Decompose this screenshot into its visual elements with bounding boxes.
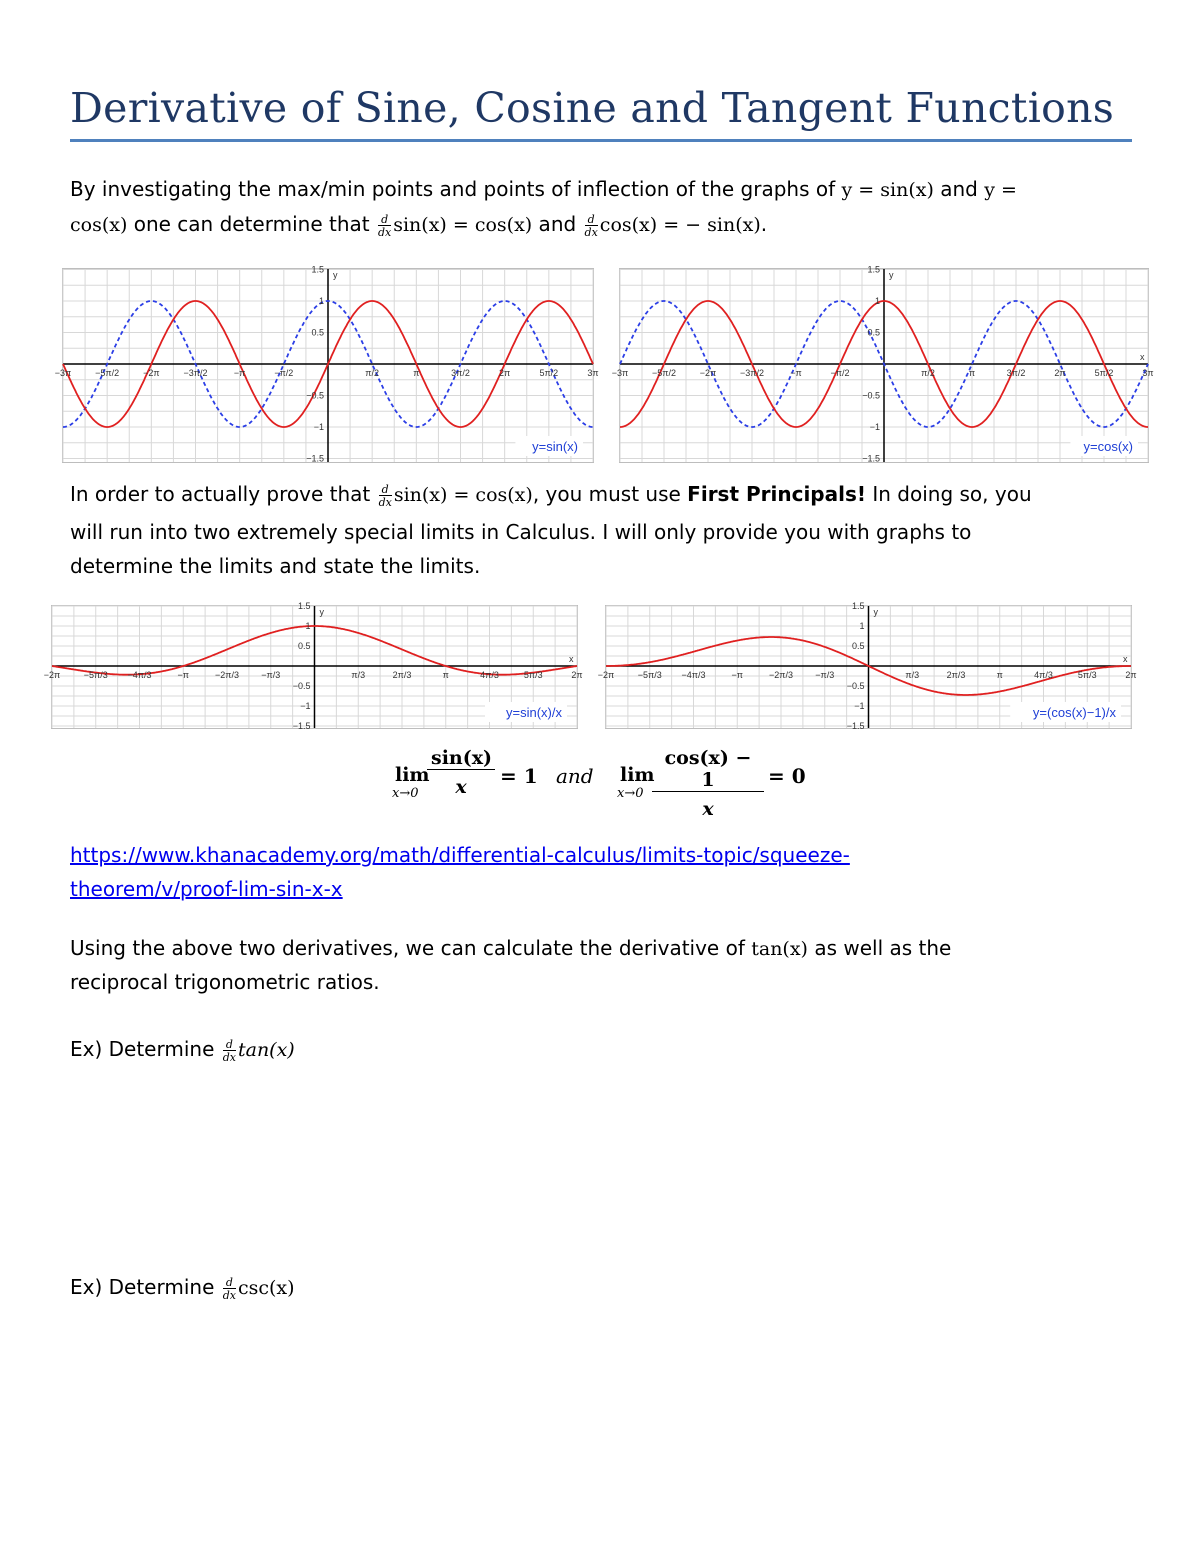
and-word: and — [556, 764, 594, 788]
intro-text-2: and — [933, 177, 985, 201]
graph-cosx-minus-1-over-x — [597, 601, 1137, 731]
example-csc-fn: csc(x) — [237, 1277, 295, 1299]
x-tick-label: 3π/2 — [451, 368, 470, 378]
d-dx-fraction: $\frac{d}{dx}$ — [378, 482, 392, 509]
x-tick-label: π — [968, 368, 976, 378]
x-tick-label: −2π — [143, 368, 160, 378]
y-tick-label: −0.5 — [292, 681, 311, 691]
eq-y-sin: y = sin(x) — [841, 179, 934, 201]
x-tick-label: 4π/3 — [480, 670, 499, 680]
tan-fn: tan(x) — [751, 938, 808, 960]
x-tick-label: −2π — [699, 368, 717, 378]
d-dx-fraction: $\frac{d}{dx}$ — [584, 212, 598, 239]
x-tick-label: −5π/2 — [95, 368, 120, 378]
y-tick-label: 1 — [305, 621, 311, 631]
x-tick-label: −2π/3 — [215, 670, 239, 680]
graph-cos-svg — [611, 264, 1154, 464]
y-tick-label: −1.5 — [306, 453, 324, 464]
x-tick-label: π/2 — [921, 368, 935, 378]
d-dx-fraction: $\frac{d}{dx}$ — [222, 1037, 236, 1064]
x-tick-label: π/3 — [905, 670, 920, 680]
x-tick-label: 2π/3 — [946, 670, 966, 680]
x-axis-label: x — [1140, 352, 1145, 362]
graph-label: y=sin(x)/x — [506, 705, 562, 720]
lim-2: lim — [620, 764, 655, 786]
proof-line-3: determine the limits and state the limits. — [70, 554, 481, 578]
y-tick-label: 0.5 — [851, 641, 865, 651]
intro-line-2: cos(x) one can determine that $\frac{d}{dx}$ sin(x) = cos(x) and $\frac{d}{dx}$ cos(x) = − sin(x). — [70, 212, 768, 239]
graph-label: y=cos(x) — [1083, 439, 1133, 454]
x-tick-label: −4π/3 — [681, 670, 706, 680]
x-tick-label: −π — [233, 368, 246, 378]
using-line-2: reciprocal trigonometric ratios. — [70, 970, 380, 994]
lim-1: lim — [395, 764, 430, 786]
lim-2-subscript: x→0 — [617, 786, 644, 801]
first-principals-emphasis: First Principals! — [687, 482, 866, 506]
x-axis-label: x — [569, 654, 574, 664]
y-tick-label: −1.5 — [292, 721, 311, 731]
x-tick-label: 2π — [1125, 670, 1137, 680]
y-tick-label: −0.5 — [306, 390, 324, 401]
eq-y-cos-start: y = — [984, 179, 1017, 201]
graph-cos — [611, 264, 1154, 464]
d-dx-fraction: $\frac{d}{dx}$ — [377, 212, 392, 239]
example-csc: Ex) Determine $\frac{d}{dx}$ csc(x) — [70, 1275, 295, 1302]
x-tick-label: 3π — [1142, 368, 1154, 378]
y-tick-label: −1 — [854, 701, 865, 711]
intro-text-3: one can determine that — [127, 212, 376, 236]
y-tick-label: 1.5 — [867, 264, 880, 275]
y-tick-label: −0.5 — [862, 390, 880, 401]
x-tick-label: −4π/3 — [127, 670, 152, 680]
y-tick-label: 0.5 — [297, 641, 311, 651]
x-tick-label: 2π/3 — [392, 670, 412, 680]
using-line-1: Using the above two derivatives, we can calculate the derivative of tan(x) as well as the — [70, 936, 952, 960]
graph-sin — [54, 264, 599, 464]
x-tick-label: 2π — [499, 368, 511, 378]
x-tick-label: 5π/3 — [1077, 670, 1097, 680]
deriv-cos-eq: cos(x) = − sin(x) — [599, 214, 761, 236]
x-tick-label: −π — [731, 670, 743, 680]
y-tick-label: 1 — [874, 296, 880, 306]
graph-label: y=(cos(x)−1)/x — [1032, 705, 1116, 720]
graph-sinx-over-x-svg — [43, 601, 583, 731]
limit-fraction-1: sin(x) x — [427, 747, 495, 798]
khan-academy-link[interactable]: https://www.khanacademy.org/math/differential-calculus/limits-topic/squeeze- theorem/v/proof-lim-sin-x-x — [70, 843, 850, 901]
proof-line-1: In order to actually prove that $\frac{d}{dx}$ sin(x) = cos(x), you must use First Principals! In doing so, you — [70, 482, 1032, 509]
y-tick-label: 0.5 — [311, 327, 324, 338]
y-tick-label: 1.5 — [297, 601, 311, 611]
x-tick-label: 2π — [571, 670, 583, 680]
x-tick-label: −5π/3 — [83, 670, 108, 680]
graph-sin-svg — [54, 264, 599, 464]
y-tick-label: −1 — [869, 422, 880, 432]
y-tick-label: 1.5 — [311, 264, 324, 275]
y-tick-label: 1 — [859, 621, 865, 631]
x-tick-label: π — [996, 670, 1003, 680]
limit-fraction-2: cos(x) − 1 x — [652, 747, 764, 820]
x-tick-label: −3π/2 — [740, 368, 764, 378]
x-tick-label: −3π — [54, 368, 72, 378]
y-tick-label: 1.5 — [851, 601, 865, 611]
x-tick-label: π — [442, 670, 449, 680]
x-tick-label: −2π — [597, 670, 615, 680]
title-underline — [70, 139, 1132, 142]
intro-text-4: and — [532, 212, 583, 236]
x-tick-label: −π/3 — [261, 670, 281, 680]
x-tick-label: −3π — [611, 368, 629, 378]
y-tick-label: −1.5 — [846, 721, 865, 731]
x-tick-label: π/2 — [365, 368, 380, 378]
y-axis-label: y — [889, 270, 894, 280]
x-tick-label: 5π/2 — [1094, 368, 1114, 378]
y-axis-label: y — [333, 270, 338, 280]
x-tick-label: −3π/2 — [183, 368, 208, 378]
y-tick-label: 1 — [318, 296, 324, 306]
y-tick-label: −1 — [300, 701, 311, 711]
x-tick-label: 2π — [1054, 368, 1066, 378]
graph-cosx-minus-1-over-x-svg — [597, 601, 1137, 731]
x-tick-label: 5π/3 — [523, 670, 543, 680]
x-tick-label: −π/3 — [815, 670, 835, 680]
deriv-sin-eq: sin(x) = cos(x) — [393, 214, 533, 236]
x-axis-label: x — [1123, 654, 1128, 664]
x-tick-label: π/3 — [351, 670, 366, 680]
y-axis-label: y — [319, 607, 324, 617]
proof-deriv-eq: sin(x) = cos(x) — [393, 484, 533, 506]
limit-equations — [0, 745, 1200, 820]
graph-sinx-over-x — [43, 601, 583, 731]
x-tick-label: −5π/3 — [637, 670, 662, 680]
limit-1-result: = 1 — [500, 764, 538, 788]
x-tick-label: −π/2 — [830, 368, 850, 378]
x-tick-label: 3π — [587, 368, 599, 378]
example-tan: Ex) Determine $\frac{d}{dx}$ tan(x) — [70, 1037, 295, 1064]
x-tick-label: −5π/2 — [652, 368, 676, 378]
x-tick-label: 4π/3 — [1034, 670, 1053, 680]
graph-label: y=sin(x) — [532, 439, 578, 454]
x-tick-label: −2π/3 — [769, 670, 793, 680]
limit-2-result: = 0 — [768, 764, 806, 788]
eq-y-cos-end: cos(x) — [70, 214, 128, 236]
x-tick-label: −π/2 — [274, 368, 294, 378]
proof-line-2: will run into two extremely special limits in Calculus. I will only provide you with graphs to — [70, 520, 972, 544]
x-tick-label: −π — [177, 670, 189, 680]
x-tick-label: −2π — [43, 670, 61, 680]
lim-1-subscript: x→0 — [392, 786, 419, 801]
intro-text-1: By investigating the max/min points and points of inflection of the graphs of — [70, 177, 842, 201]
x-tick-label: 3π/2 — [1006, 368, 1026, 378]
x-tick-label: −π — [790, 368, 802, 378]
x-tick-label: 5π/2 — [539, 368, 559, 378]
y-tick-label: −1.5 — [862, 453, 880, 464]
y-axis-label: y — [873, 607, 878, 617]
x-tick-label: π — [413, 368, 420, 378]
example-tan-fn: tan(x) — [237, 1039, 295, 1061]
page-title: Derivative of Sine, Cosine and Tangent Functions — [70, 84, 1115, 132]
y-tick-label: −0.5 — [846, 681, 865, 691]
y-tick-label: −1 — [313, 422, 324, 432]
intro-line-1 — [70, 172, 1017, 208]
y-tick-label: 0.5 — [867, 327, 880, 338]
d-dx-fraction: $\frac{d}{dx}$ — [222, 1275, 236, 1302]
